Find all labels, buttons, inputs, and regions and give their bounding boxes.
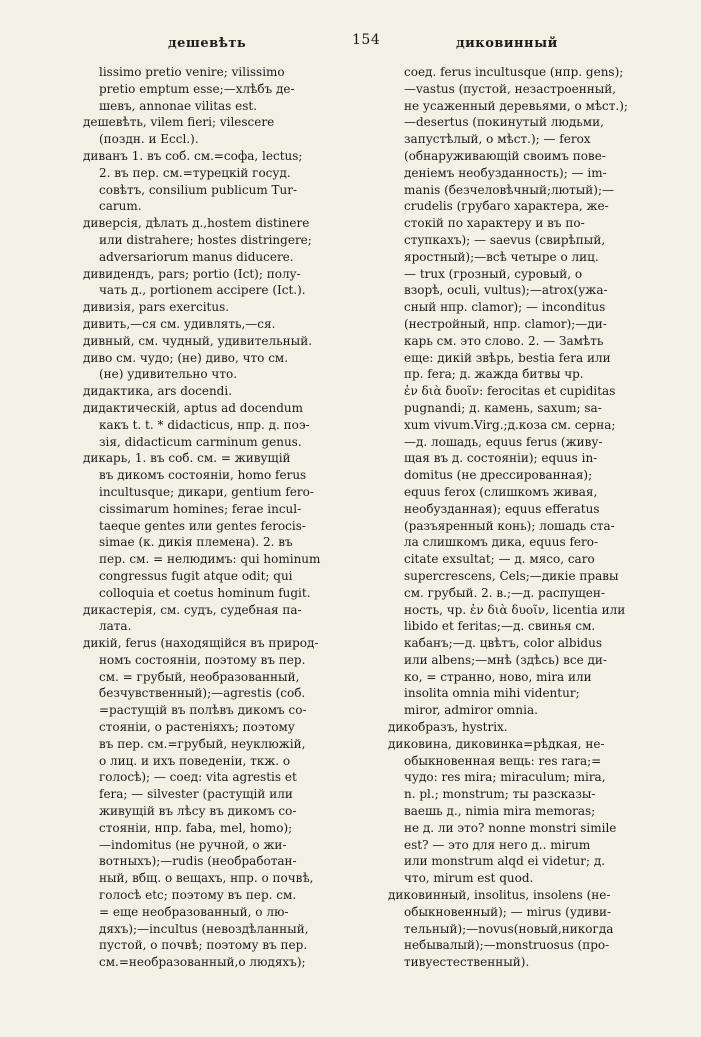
text-line: —desertus (покинутый людьми, (404, 115, 604, 130)
text-line: не усаженный деревьями, о мѣст.); (404, 98, 628, 113)
text-line: диванъ 1. въ соб. см.=софа, lectus; (83, 148, 303, 163)
text-line: carum. (99, 199, 142, 214)
text-line: supercrescens, Cels;—дикіе правы (404, 568, 619, 583)
text-line: дивить,—ся см. удивлять,—ся. (83, 316, 276, 331)
text-line: какъ t. t. * didacticus, нпр. д. поэ- (99, 417, 310, 432)
text-line: въ пер. см.=грубый, неуклюжій, (99, 736, 306, 751)
text-line: вотныхъ);—rudis (необработан- (99, 854, 297, 869)
text-line: дивидендъ, pars; portio (Ict); полу- (83, 266, 301, 281)
text-line: кабанъ;—д. цвѣтъ, color albidus (404, 636, 602, 651)
text-line: или distrahere; hostes distringere; (99, 232, 312, 247)
text-line: pretio emptum esse;—хлѣбъ де- (99, 81, 295, 96)
text-line: libido et feritas;—д. свинья см. (404, 619, 596, 634)
text-line: еще: дикій звѣрь, bestia fera или (404, 350, 611, 365)
text-line: colloquia et coetus hominum fugit. (99, 585, 311, 600)
text-line: (не) удивительно что. (99, 367, 238, 382)
text-line: диковинный, insolitus, insolens (не- (388, 888, 611, 903)
text-line: живущій въ лѣсу въ дикомъ со- (99, 804, 297, 819)
text-line: insolita omnia mihi videntur; (404, 686, 580, 701)
text-line: дикобразъ, hystrix. (388, 720, 508, 735)
text-line: стояніи, о растеніяхъ; поэтому (99, 720, 295, 735)
text-line: crudelis (грубаго характера, же- (404, 199, 609, 214)
text-line: голосѣ etc; поэтому въ пер. см. (99, 888, 297, 903)
text-line: ный, вбщ. о вещахъ, нпр. о почвѣ, (99, 871, 314, 886)
text-line: ваешь д., nimia mira memoras; (404, 804, 596, 819)
text-line: шевъ, annonae vilitas est. (99, 98, 258, 113)
text-line: est? — это для него д.. mirum (404, 837, 591, 852)
text-line: (обнаруживающій своимъ пове- (404, 148, 606, 163)
text-line: обыкновенный); — mirus (удиви- (404, 904, 612, 919)
text-line: безчувственный);—agrestis (соб. (99, 686, 306, 701)
text-line: дидактика, ars docendi. (83, 384, 233, 399)
text-line: —д. лошадь, equus ferus (живу- (404, 434, 603, 449)
text-line: pugnandi; д. камень, saxum; sa- (404, 400, 602, 415)
text-line: ко, = странно, ново, mira или (404, 669, 592, 684)
left-column (83, 64, 359, 971)
text-line: о лиц. и ихъ поведеніи, ткж. о (99, 753, 291, 768)
text-line: = еще необразованный, о лю- (99, 904, 289, 919)
text-line: необузданная); equus efferatus (404, 501, 600, 516)
text-line: запустѣлый, о мѣст.); — ferox (404, 132, 591, 147)
text-line: ступкахъ); — saevus (свирѣпый, (404, 232, 606, 247)
text-line: simae (к. дикія племена). 2. въ (99, 535, 293, 550)
text-line: ность, чр. ἐν διὰ δυοῖν, licentia или (404, 602, 626, 617)
text-line: карь см. это слово. 2. — Замѣть (404, 333, 604, 348)
text-line: lissimo pretio venire; vilissimo (99, 65, 285, 79)
text-line: тивуестественный). (404, 955, 530, 970)
text-line: или monstrum alqd ei videtur; д. (404, 854, 606, 869)
text-line: чать д., portionem accipere (Ict.). (99, 283, 306, 298)
text-line: см. грубый. 2. в.;—д. распущен- (404, 585, 605, 600)
text-line: —indomitus (не ручной, о жи- (99, 837, 287, 852)
text-line: диво см. чудо; (не) диво, что см. (83, 350, 289, 365)
text-line: — trux (грозный, суровый, о (404, 266, 583, 281)
text-line: пер. см. = нелюдимъ: qui hominum (99, 552, 321, 567)
text-line: обыкновенная вещь: res rara;= (404, 753, 602, 768)
header-right-catchword: диковинный (456, 36, 558, 51)
text-line: см.=необразованный,о людяхъ); (99, 955, 306, 970)
text-line: щая въ д. состояніи); equus in- (404, 451, 598, 466)
text-line: —vastus (пустой, незастроенный, (404, 81, 617, 96)
text-line: лата. (99, 619, 132, 634)
text-line: manis (безчеловѣчный;лютый);— (404, 182, 615, 197)
text-line: дяхъ);—incultus (невоздѣланный, (99, 921, 309, 936)
text-line: соед. ferus incultusque (нпр. gens); (404, 65, 624, 79)
text-line: (поздн. и Eccl.). (99, 132, 199, 147)
text-line: пр. fera; д. жажда битвы чр. (404, 367, 584, 382)
text-line: диверсія, дѣлать д.,hostem distinere (83, 216, 310, 231)
text-line: 2. въ пер. см.=турецкій госуд. (99, 165, 291, 180)
text-line: что, mirum est quod. (404, 871, 534, 886)
text-line: сный нпр. clamor); — inconditus (404, 300, 606, 315)
text-line: номъ состояніи, поэтому въ пер. (99, 652, 306, 667)
text-line: citate exsultat; — д. мясо, caro (404, 552, 595, 567)
text-line: взорѣ, oculi, vultus);—atrox(ужа- (404, 283, 608, 298)
text-line: ἐν διὰ δυοῖν: ferocitas et cupiditas (404, 384, 616, 399)
text-line: fera; — silvester (растущій или (99, 787, 293, 802)
text-line: голосѣ); — соед: vita agrestis et (99, 770, 297, 785)
text-line: adversariorum manus diducere. (99, 249, 294, 264)
text-line: congressus fugit atque odit; qui (99, 568, 293, 583)
text-line: чудо: res mira; miraculum; mira, (404, 770, 606, 785)
text-line: miror, admiror omnia. (404, 703, 538, 718)
text-line: совѣтъ, consilium publicum Tur- (99, 182, 298, 197)
right-column (388, 64, 670, 971)
text-line: стояніи, нпр. faba, mel, homo); (99, 820, 293, 835)
text-line: cissimarum homines; ferae incul- (99, 501, 302, 516)
text-line: incultusque; дикари, gentium fero- (99, 484, 314, 499)
text-line: не д. ли это? nonne monstri simile (404, 820, 617, 835)
text-line: дивный, см. чудный, удивительный. (83, 333, 313, 348)
text-line: пустой, о почвѣ; поэтому въ пер. (99, 938, 308, 953)
text-line: (нестройный, нпр. clamor);—ди- (404, 316, 607, 331)
text-line: яростный);—всѣ четыре о лиц. (404, 249, 599, 264)
text-line: въ дикомъ состояніи, homo ferus (99, 468, 307, 483)
text-line: стокій по характеру и въ по- (404, 216, 585, 231)
text-line: дикастерія, см. судъ, судебная па- (83, 602, 302, 617)
text-line: (разъяренный конь); лошадь ста- (404, 518, 615, 533)
text-line: domitus (не дрессированная); (404, 468, 593, 483)
page-number: 154 (352, 32, 381, 48)
text-line: дидактическій, aptus ad docendum (83, 400, 304, 415)
text-line: или albens;—мнѣ (здѣсь) все ди- (404, 652, 607, 667)
text-line: небывалый);—monstruosus (про- (404, 938, 610, 953)
page-header (0, 32, 701, 56)
text-line: тельный);—novus(новый,никогда (404, 921, 614, 936)
text-line: зія, didacticum carminum genus. (99, 434, 302, 449)
text-line: дикарь, 1. въ соб. см. = живущій (83, 451, 291, 466)
text-line: equus ferox (слишкомъ живая, (404, 484, 598, 499)
text-line: дивизія, pars exercitus. (83, 300, 230, 315)
text-line: n. pl.; monstrum; ты разсказы- (404, 787, 596, 802)
text-line: =растущій въ полѣвъ дикомъ со- (99, 703, 307, 718)
text-line: см. = грубый, необразованный, (99, 669, 300, 684)
header-left-catchword: дешевѣть (168, 36, 247, 51)
text-line: деніемъ необузданность); — im- (404, 165, 607, 180)
text-line: ла слишкомъ дика, equus fero- (404, 535, 599, 550)
text-line: диковина, диковинка=рѣдкая, не- (388, 736, 605, 751)
text-line: дешевѣть, vilem fieri; vilescere (83, 115, 275, 130)
text-line: дикій, ferus (находящійся въ природ- (83, 636, 319, 651)
text-line: taeque gentes или gentes ferocis- (99, 518, 306, 533)
text-line: xum vivum.Virg.;д.коза см. серна; (404, 417, 616, 432)
